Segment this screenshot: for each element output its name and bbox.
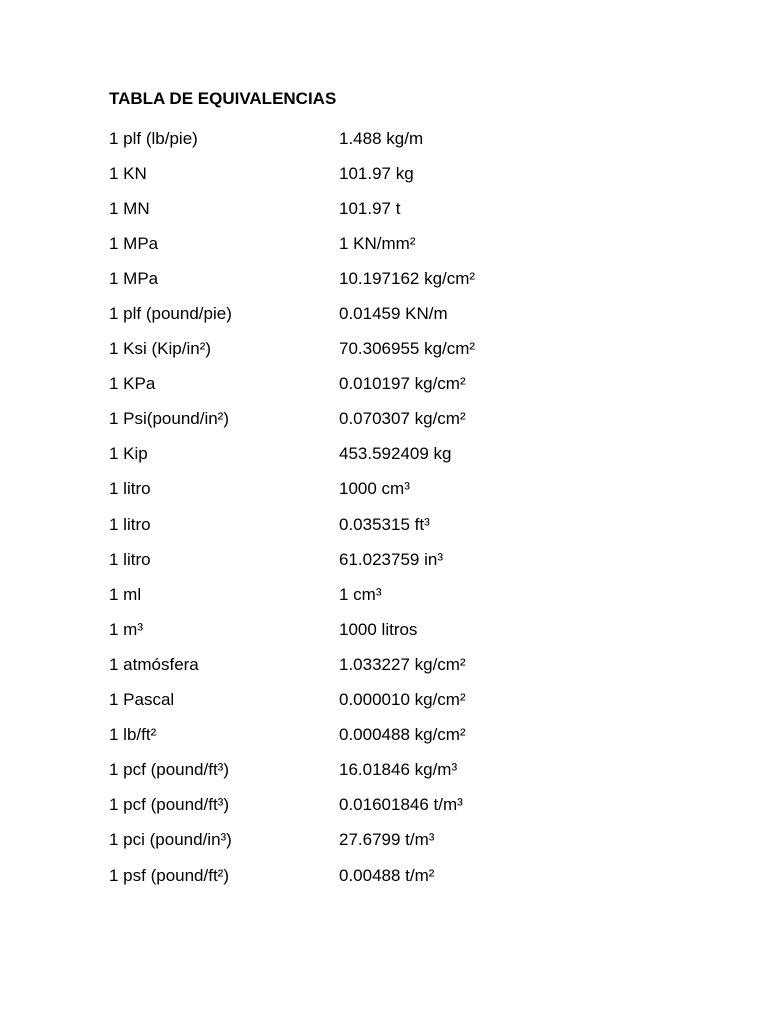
unit-equivalent: 1.033227 kg/cm² xyxy=(339,654,466,674)
table-row xyxy=(109,261,669,296)
unit-equivalent: 0.01459 KN/m xyxy=(339,304,448,324)
unit-from: 1 m³ xyxy=(109,619,143,639)
unit-from: 1 plf (lb/pie) xyxy=(109,128,198,148)
equivalence-table xyxy=(109,121,669,893)
table-row xyxy=(109,121,669,156)
unit-from: 1 MPa xyxy=(109,268,159,288)
table-row xyxy=(109,753,669,788)
table-row xyxy=(109,823,669,858)
unit-equivalent: 1 KN/mm² xyxy=(339,233,416,253)
unit-equivalent: 0.000010 kg/cm² xyxy=(339,690,466,710)
unit-equivalent: 1.488 kg/m xyxy=(339,128,424,148)
unit-from: 1 Ksi (Kip/in²) xyxy=(109,339,212,359)
unit-equivalent: 0.035315 ft³ xyxy=(339,514,430,534)
unit-equivalent: 0.000488 kg/cm² xyxy=(339,725,466,745)
table-row xyxy=(109,507,669,542)
table-row xyxy=(109,858,669,893)
unit-from: 1 pcf (pound/ft³) xyxy=(109,760,230,780)
unit-from: 1 Psi(pound/in²) xyxy=(109,409,230,429)
unit-equivalent: 70.306955 kg/cm² xyxy=(339,339,476,359)
unit-equivalent: 1000 litros xyxy=(339,619,418,639)
unit-equivalent: 0.010197 kg/cm² xyxy=(339,374,466,394)
table-row xyxy=(109,296,669,331)
unit-from: 1 plf (pound/pie) xyxy=(109,304,232,324)
table-row xyxy=(109,612,669,647)
unit-equivalent: 0.00488 t/m² xyxy=(339,865,435,885)
unit-from: 1 Pascal xyxy=(109,690,175,710)
unit-from: 1 atmósfera xyxy=(109,654,199,674)
unit-equivalent: 101.97 kg xyxy=(339,163,414,183)
unit-from: 1 pci (pound/in³) xyxy=(109,830,232,850)
table-row xyxy=(109,718,669,753)
table-row xyxy=(109,683,669,718)
unit-equivalent: 27.6799 t/m³ xyxy=(339,830,435,850)
unit-from: 1 MPa xyxy=(109,233,159,253)
unit-from: 1 ml xyxy=(109,584,142,604)
unit-equivalent: 61.023759 in³ xyxy=(339,549,443,569)
table-row xyxy=(109,542,669,577)
unit-equivalent: 16.01846 kg/m³ xyxy=(339,760,458,780)
table-row xyxy=(109,367,669,402)
unit-from: 1 psf (pound/ft²) xyxy=(109,865,230,885)
unit-from: 1 MN xyxy=(109,198,150,218)
unit-equivalent: 0.01601846 t/m³ xyxy=(339,795,463,815)
table-row xyxy=(109,577,669,612)
unit-from: 1 KN xyxy=(109,163,147,183)
table-row xyxy=(109,472,669,507)
page-title: TABLA DE EQUIVALENCIAS xyxy=(109,89,337,108)
unit-from: 1 litro xyxy=(109,479,151,499)
unit-equivalent: 1 cm³ xyxy=(339,584,382,604)
unit-from: 1 lb/ft² xyxy=(109,725,157,745)
table-row xyxy=(109,437,669,472)
table-row xyxy=(109,332,669,367)
table-row xyxy=(109,402,669,437)
unit-from: 1 KPa xyxy=(109,374,156,394)
unit-from: 1 pcf (pound/ft³) xyxy=(109,795,230,815)
unit-equivalent: 101.97 t xyxy=(339,198,401,218)
unit-equivalent: 0.070307 kg/cm² xyxy=(339,409,466,429)
unit-equivalent: 1000 cm³ xyxy=(339,479,410,499)
unit-from: 1 Kip xyxy=(109,444,148,464)
table-row xyxy=(109,647,669,682)
unit-from: 1 litro xyxy=(109,514,151,534)
table-row xyxy=(109,788,669,823)
table-row xyxy=(109,156,669,191)
table-row xyxy=(109,191,669,226)
unit-equivalent: 10.197162 kg/cm² xyxy=(339,268,476,288)
table-row xyxy=(109,226,669,261)
unit-from: 1 litro xyxy=(109,549,151,569)
unit-equivalent: 453.592409 kg xyxy=(339,444,452,464)
